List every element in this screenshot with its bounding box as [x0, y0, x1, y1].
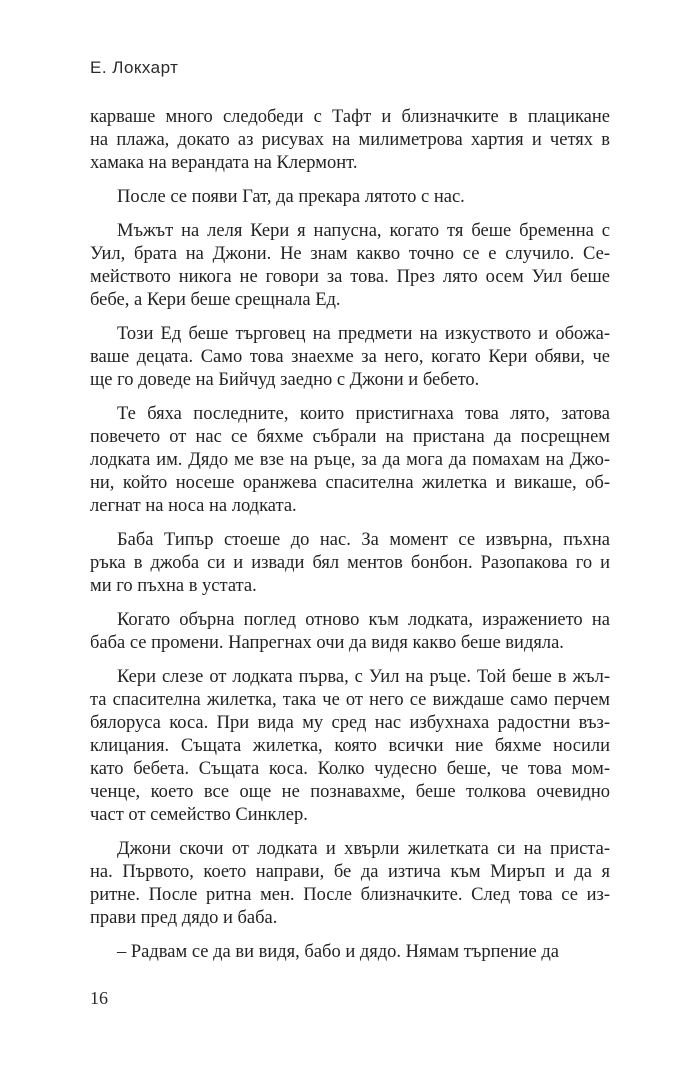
text-line: После се появи Гат, да прекара лятото с нас.	[117, 187, 465, 207]
paragraph	[90, 220, 610, 312]
text-line: на. Първото, което направи, бе да изтича към Миръп и да я	[90, 862, 610, 882]
text-line: ни, който носеше оранжева спасителна жилетка и викаше, об-	[90, 473, 610, 493]
text-line: карваше много следобеди с Тафт и близначките в плацикане	[90, 107, 610, 127]
text-line: баба се промени. Напрегнах очи да видя какво беше видяла.	[90, 633, 564, 653]
paragraph-gap	[90, 392, 610, 403]
paragraph	[90, 941, 610, 964]
text-line: ритне. После ритна мен. После близначките. След това се из-	[90, 885, 610, 905]
paragraph	[90, 403, 610, 518]
text-line: ми го пъхна в устата.	[90, 576, 257, 596]
text-line: прави пред дядо и баба.	[90, 908, 278, 928]
text-line: част от семейство Синклер.	[90, 805, 308, 825]
text-line: повечето от нас се бяхме събрали на пристана да посрещнем	[90, 427, 610, 447]
paragraph-gap	[90, 827, 610, 838]
paragraph-gap	[90, 175, 610, 186]
text-line: Уил, брата на Джони. Не знам какво точно се е случило. Се-	[90, 244, 610, 264]
text-line: мейството никога не говори за това. През лято осем Уил беше	[90, 267, 610, 287]
text-line: Мъжът на леля Кери я напусна, когато тя беше бременна с	[117, 221, 610, 241]
text-line: Баба Типър стоеше до нас. За момент се извърна, пъхна	[117, 530, 610, 550]
text-line: та спасителна жилетка, така че от него се виждаше само перчем	[90, 690, 610, 710]
paragraph-gap	[90, 598, 610, 609]
paragraph-gap	[90, 518, 610, 529]
text-line: ченце, което все още не познавахме, беше толкова очевидно	[90, 782, 610, 802]
text-line: Джони скочи от лодката и хвърли жилетката си на приста-	[117, 839, 610, 859]
text-line: ръка в джоба си и извади бял ментов бонбон. Разопакова го и	[90, 553, 610, 573]
page-number: 16	[90, 988, 108, 1008]
paragraph	[90, 529, 610, 598]
paragraph	[90, 323, 610, 392]
paragraph	[90, 666, 610, 827]
text-line: Когато обърна поглед отново към лодката, изражението на	[117, 610, 610, 630]
text-line: – Радвам се да ви видя, бабо и дядо. Нямам търпение да	[117, 942, 559, 962]
text-line: ще го доведе на Бийчуд заедно с Джони и бебето.	[90, 370, 480, 390]
text-line: бялоруса коса. При вида му сред нас избухнаха радостни въз-	[90, 713, 610, 733]
text-line: клицания. Същата жилетка, която всички ние бяхме носили	[90, 736, 610, 756]
text-line: като бебета. Същата коса. Колко чудесно беше, че това мом-	[90, 759, 610, 779]
text-line: легнат на носа на лодката.	[90, 496, 297, 516]
paragraph	[90, 838, 610, 930]
text-line: ваше децата. Само това знаехме за него, когато Кери обяви, че	[90, 347, 610, 367]
text-line: лодката им. Дядо ме взе на ръце, за да мога да помахам на Джо-	[90, 450, 610, 470]
paragraph	[90, 609, 610, 655]
text-line: Кери слезе от лодката първа, с Уил на ръце. Той беше в жъл-	[117, 667, 610, 687]
paragraph-gap	[90, 312, 610, 323]
paragraph	[90, 186, 610, 209]
text-line: Те бяха последните, които пристигнаха това лято, затова	[117, 404, 610, 424]
text-line: хамака на верандата на Клермонт.	[90, 153, 358, 173]
text-line: на плажа, докато аз рисувах на милиметрова хартия и четях в	[90, 130, 610, 150]
paragraph	[90, 106, 610, 175]
text-line: Този Ед беше търговец на предмети на изкуството и обожа-	[117, 324, 610, 344]
body-text	[90, 106, 610, 964]
paragraph-gap	[90, 930, 610, 941]
paragraph-gap	[90, 209, 610, 220]
paragraph-gap	[90, 655, 610, 666]
running-head: Е. Локхарт	[90, 58, 179, 77]
text-line: бебе, а Кери беше срещнала Ед.	[90, 290, 341, 310]
